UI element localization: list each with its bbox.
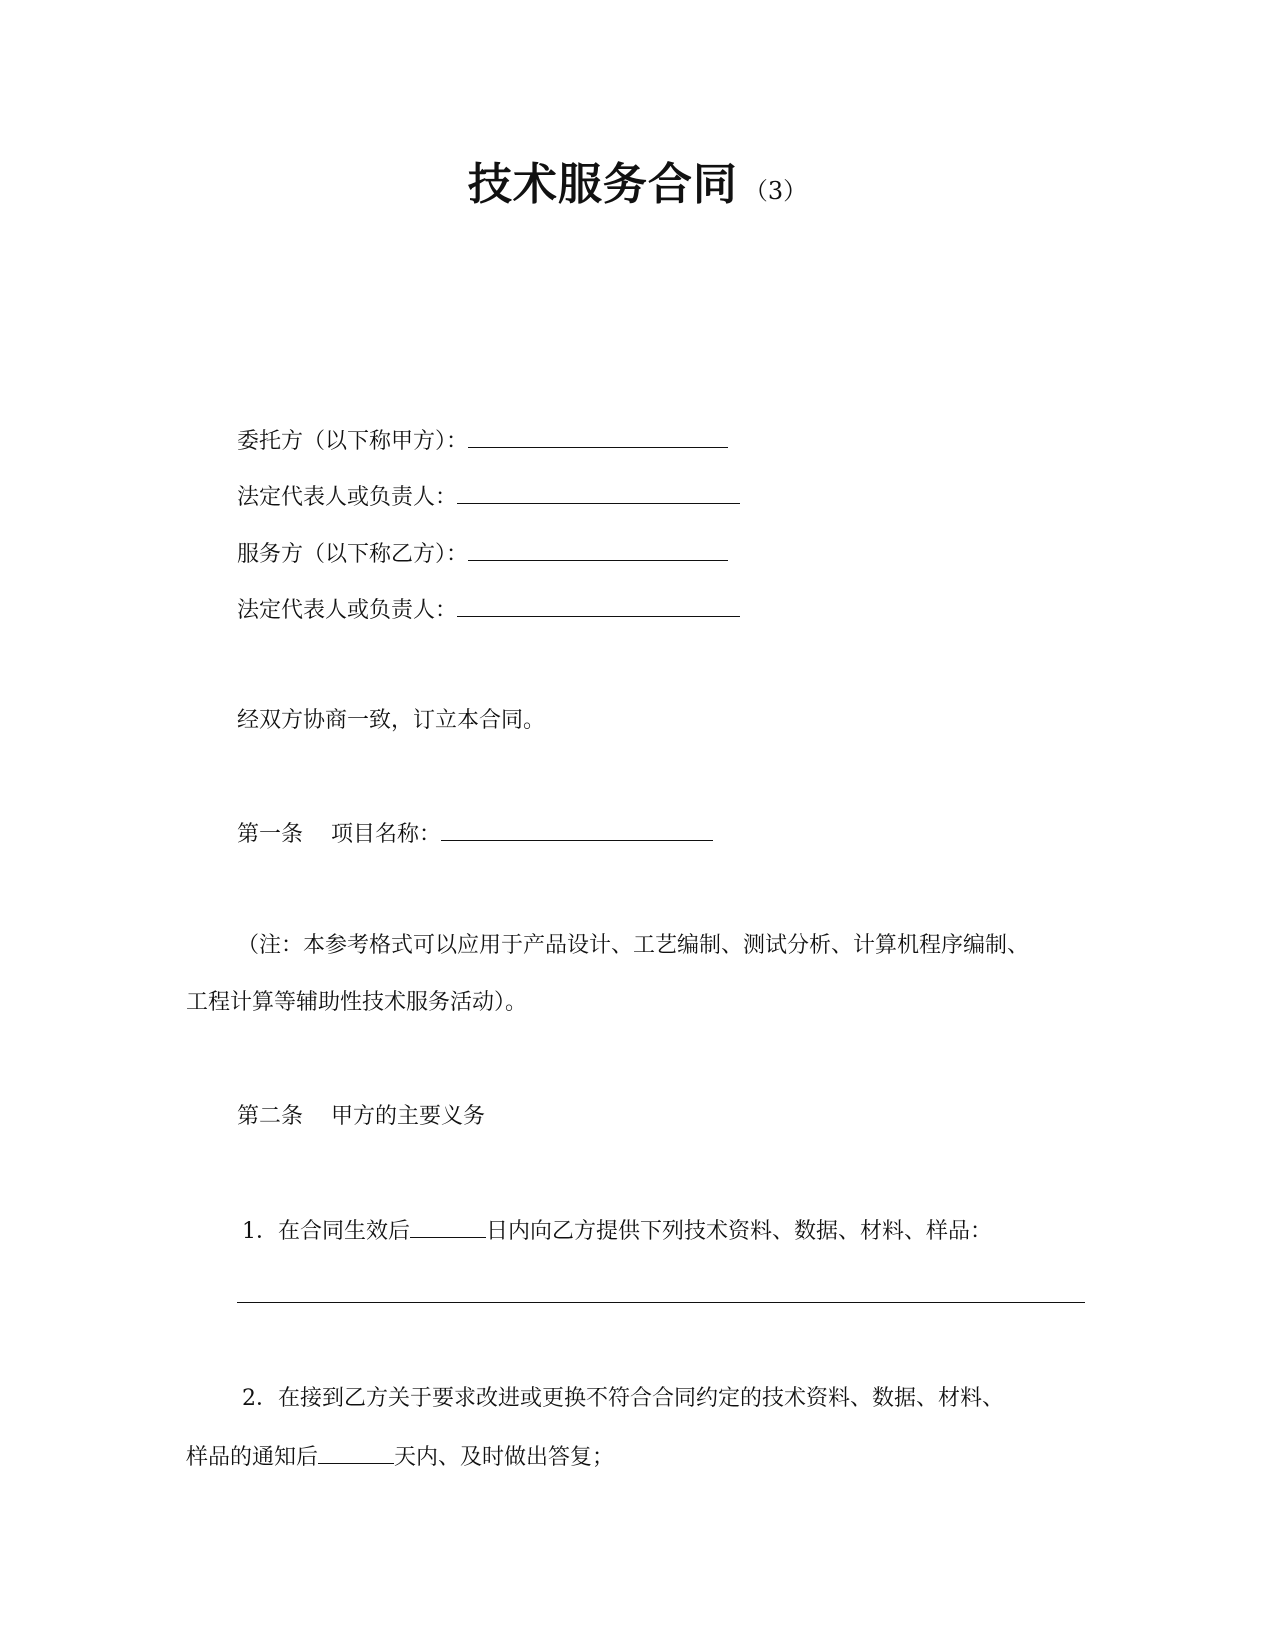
item-1-before: 在合同生效后: [278, 1219, 411, 1244]
note-text-2: 工程计算等辅助性技术服务活动）。: [186, 990, 528, 1015]
item-1: [242, 1215, 992, 1247]
client-rep-label: 法定代表人或负责人：: [237, 485, 458, 510]
item-1-after: 日内向乙方提供下列技术资料、数据、材料、样品：: [486, 1219, 993, 1244]
article-1-label: 第一条: [237, 822, 304, 847]
client-label: 委托方（以下称甲方）：: [237, 429, 469, 454]
agreement-line: [237, 706, 545, 736]
item-1-materials-blank[interactable]: [237, 1302, 1085, 1303]
item-2-after: 天内、及时做出答复；: [394, 1445, 615, 1470]
client-blank[interactable]: [468, 425, 728, 448]
document-title: [0, 148, 1275, 212]
provider-rep-blank[interactable]: [457, 594, 740, 617]
title-main: 技术服务合同: [467, 159, 738, 210]
client-line: [237, 425, 728, 457]
provider-line: [237, 538, 728, 570]
provider-blank[interactable]: [468, 538, 728, 561]
provider-rep-label: 法定代表人或负责人：: [237, 598, 458, 623]
item-2-number: 2．: [242, 1386, 278, 1411]
article-2-label: 第二条: [237, 1104, 304, 1129]
note-line-2: [186, 988, 527, 1018]
item-2-text-1: 在接到乙方关于要求改进或更换不符合合同约定的技术资料、数据、材料、: [278, 1386, 1005, 1411]
item-1-number: 1．: [242, 1219, 278, 1244]
item-1-days-blank[interactable]: [410, 1215, 486, 1238]
title-number: （3）: [743, 177, 808, 205]
item-2-line-2: [186, 1441, 614, 1473]
project-name-blank[interactable]: [441, 818, 713, 841]
client-rep-blank[interactable]: [457, 481, 740, 504]
item-2-days-blank[interactable]: [318, 1441, 394, 1464]
provider-label: 服务方（以下称乙方）：: [237, 542, 469, 567]
item-2-before: 样品的通知后: [186, 1445, 319, 1470]
item-2-line-1: [242, 1384, 1004, 1414]
note-text-1: （注：本参考格式可以应用于产品设计、工艺编制、测试分析、计算机程序编制、: [237, 933, 1030, 958]
article-1: [237, 818, 713, 850]
article-1-text: 项目名称：: [331, 822, 442, 847]
client-rep-line: [237, 481, 740, 513]
note-line-1: [237, 931, 1029, 961]
article-2: [237, 1102, 485, 1132]
provider-rep-line: [237, 594, 740, 626]
article-2-text: 甲方的主要义务: [331, 1104, 486, 1129]
agreement-text: 经双方协商一致，订立本合同。: [237, 708, 546, 733]
